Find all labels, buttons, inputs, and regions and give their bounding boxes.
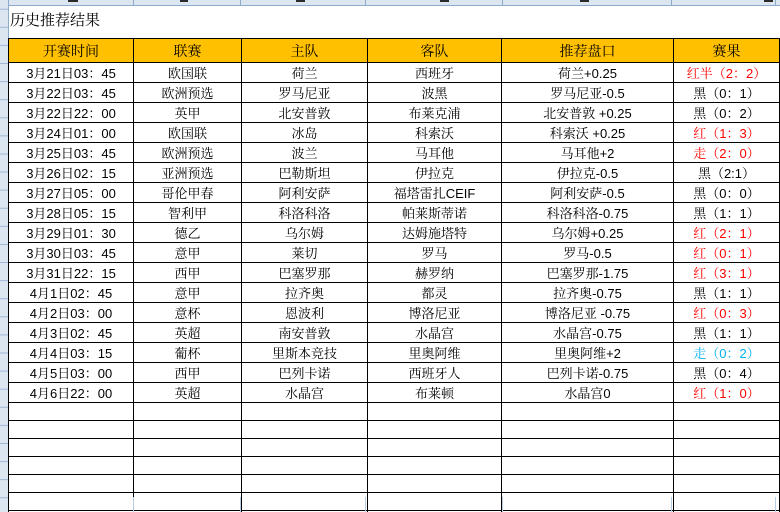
cell-handicap[interactable]: 水晶宫-0.75 <box>502 323 674 343</box>
cell-kickoff-time[interactable]: 3月25日03：45 <box>9 143 134 163</box>
cell-handicap[interactable] <box>502 493 674 511</box>
cell-result[interactable]: 黑（2:1） <box>674 163 780 183</box>
gridline <box>502 0 503 5</box>
cell-home-team[interactable]: 里斯本竞技 <box>242 343 368 363</box>
cell-kickoff-time[interactable]: 4月3日02：45 <box>9 323 134 343</box>
cell-home-team[interactable] <box>242 493 368 511</box>
column-header-result[interactable]: 赛果 <box>674 39 780 63</box>
cell-away-team[interactable]: 博洛尼亚 <box>368 303 502 323</box>
cell-handicap[interactable] <box>502 457 674 475</box>
clipped-cells-top-strip <box>0 0 780 6</box>
cell-league[interactable]: 智利甲 <box>134 203 242 223</box>
cell-home-team[interactable]: 巴塞罗那 <box>242 263 368 283</box>
cell-kickoff-time[interactable]: 4月1日02：45 <box>9 283 134 303</box>
cell-result[interactable] <box>674 475 780 493</box>
gridline <box>133 497 134 512</box>
column-header-kickoff-time[interactable]: 开赛时间 <box>9 39 134 63</box>
cell-away-team[interactable]: 都灵 <box>368 283 502 303</box>
gridline <box>133 0 134 5</box>
cell-league[interactable] <box>134 403 242 421</box>
cell-handicap[interactable]: 马耳他+2 <box>502 143 674 163</box>
clipped-text-mark <box>180 0 188 2</box>
table-row <box>9 403 780 421</box>
cell-kickoff-time[interactable]: 4月4日03：15 <box>9 343 134 363</box>
clipped-text-mark <box>296 0 305 2</box>
table-row <box>9 203 780 223</box>
cell-result[interactable]: 红（1：0） <box>674 383 780 403</box>
cell-home-team[interactable] <box>242 475 368 493</box>
cell-kickoff-time[interactable] <box>9 439 134 457</box>
cell-kickoff-time[interactable]: 3月26日02：15 <box>9 163 134 183</box>
table-body <box>9 63 780 512</box>
cell-handicap[interactable]: 北安普敦 +0.25 <box>502 103 674 123</box>
column-header-handicap[interactable]: 推荐盘口 <box>502 39 674 63</box>
gridline <box>671 497 672 512</box>
cell-home-team[interactable]: 荷兰 <box>242 63 368 83</box>
cell-home-team[interactable]: 阿利安萨 <box>242 183 368 203</box>
gridline <box>240 0 241 5</box>
cell-result[interactable]: 走（2：0） <box>674 143 780 163</box>
cell-away-team[interactable]: 帕莱斯蒂诺 <box>368 203 502 223</box>
table-row <box>9 457 780 475</box>
cell-result[interactable]: 红半（2：2） <box>674 63 780 83</box>
table-row <box>9 439 780 457</box>
cell-kickoff-time[interactable]: 3月29日01：30 <box>9 223 134 243</box>
table-row <box>9 63 780 83</box>
clipped-text-mark <box>68 0 78 2</box>
cell-away-team[interactable] <box>368 403 502 421</box>
cell-result[interactable] <box>674 439 780 457</box>
gridline <box>240 497 241 512</box>
cell-home-team[interactable]: 波兰 <box>242 143 368 163</box>
cell-away-team[interactable]: 达姆施塔特 <box>368 223 502 243</box>
cell-result[interactable]: 黑（0：0） <box>674 183 780 203</box>
cell-away-team[interactable]: 西班牙 <box>368 63 502 83</box>
gridline <box>775 497 776 512</box>
cell-league[interactable]: 意甲 <box>134 283 242 303</box>
cell-away-team[interactable] <box>368 475 502 493</box>
cell-handicap[interactable]: 荷兰+0.25 <box>502 63 674 83</box>
cell-league[interactable]: 英超 <box>134 383 242 403</box>
cell-league[interactable]: 亚洲预选 <box>134 163 242 183</box>
cell-result[interactable] <box>674 403 780 421</box>
cell-league[interactable] <box>134 493 242 511</box>
column-header-league[interactable]: 联赛 <box>134 39 242 63</box>
clipped-text-mark <box>440 0 449 2</box>
cell-league[interactable]: 德乙 <box>134 223 242 243</box>
cell-away-team[interactable] <box>368 457 502 475</box>
header-row <box>9 39 780 63</box>
cell-league[interactable]: 意甲 <box>134 243 242 263</box>
cell-handicap[interactable]: 罗马尼亚-0.5 <box>502 83 674 103</box>
cell-away-team[interactable]: 福塔雷扎CEIF <box>368 183 502 203</box>
table-row <box>9 421 780 439</box>
sheet-title[interactable]: 历史推荐结果 <box>10 12 101 29</box>
cell-handicap[interactable]: 罗马-0.5 <box>502 243 674 263</box>
cell-home-team[interactable]: 罗马尼亚 <box>242 83 368 103</box>
cell-kickoff-time[interactable] <box>9 457 134 475</box>
cell-result[interactable] <box>674 493 780 511</box>
cell-league[interactable] <box>134 439 242 457</box>
cell-home-team[interactable]: 水晶宫 <box>242 383 368 403</box>
cell-kickoff-time[interactable]: 3月21日03：45 <box>9 63 134 83</box>
cell-league[interactable] <box>134 457 242 475</box>
gridline <box>365 497 366 512</box>
cell-away-team[interactable]: 伊拉克 <box>368 163 502 183</box>
column-header-home-team[interactable]: 主队 <box>242 39 368 63</box>
table-row <box>9 303 780 323</box>
cell-home-team[interactable] <box>242 457 368 475</box>
cell-handicap[interactable]: 乌尔姆+0.25 <box>502 223 674 243</box>
cell-result[interactable]: 黑（0：1） <box>674 83 780 103</box>
cell-handicap[interactable]: 巴列卡诺-0.75 <box>502 363 674 383</box>
cell-result[interactable] <box>674 421 780 439</box>
cell-kickoff-time[interactable]: 4月2日03：00 <box>9 303 134 323</box>
cell-home-team[interactable]: 巴列卡诺 <box>242 363 368 383</box>
cell-result[interactable]: 黑（1：1） <box>674 203 780 223</box>
cell-league[interactable]: 欧国联 <box>134 123 242 143</box>
clipped-text-mark <box>580 0 589 2</box>
cell-away-team[interactable]: 马耳他 <box>368 143 502 163</box>
cell-kickoff-time[interactable]: 3月28日05：15 <box>9 203 134 223</box>
cell-away-team[interactable]: 布莱顿 <box>368 383 502 403</box>
table-row <box>9 103 780 123</box>
cell-result[interactable]: 红（0：1） <box>674 243 780 263</box>
cell-result[interactable]: 红（0：3） <box>674 303 780 323</box>
cell-kickoff-time[interactable]: 3月22日03：45 <box>9 83 134 103</box>
table-row <box>9 163 780 183</box>
cell-handicap[interactable]: 伊拉克-0.5 <box>502 163 674 183</box>
cell-result[interactable]: 黑（1：1） <box>674 323 780 343</box>
table-row <box>9 475 780 493</box>
cell-handicap[interactable]: 科索沃 +0.25 <box>502 123 674 143</box>
gridline <box>502 497 503 512</box>
cell-handicap[interactable] <box>502 475 674 493</box>
cell-kickoff-time[interactable] <box>9 421 134 439</box>
cell-league[interactable]: 西甲 <box>134 363 242 383</box>
cell-league[interactable]: 葡杯 <box>134 343 242 363</box>
cell-handicap[interactable] <box>502 421 674 439</box>
cell-away-team[interactable]: 西班牙人 <box>368 363 502 383</box>
cell-league[interactable] <box>134 475 242 493</box>
cell-handicap[interactable] <box>502 403 674 421</box>
cell-away-team[interactable] <box>368 439 502 457</box>
cell-home-team[interactable]: 科洛科洛 <box>242 203 368 223</box>
table-row <box>9 383 780 403</box>
cell-kickoff-time[interactable]: 3月24日01：00 <box>9 123 134 143</box>
table-row <box>9 343 780 363</box>
cell-away-team[interactable]: 里奥阿维 <box>368 343 502 363</box>
results-table <box>8 38 780 512</box>
cell-league[interactable]: 欧洲预选 <box>134 143 242 163</box>
cell-away-team[interactable]: 波黑 <box>368 83 502 103</box>
cell-handicap[interactable]: 博洛尼亚 -0.75 <box>502 303 674 323</box>
cell-kickoff-time[interactable]: 3月27日05：00 <box>9 183 134 203</box>
table-row <box>9 243 780 263</box>
cell-away-team[interactable]: 罗马 <box>368 243 502 263</box>
cell-result[interactable]: 红（1：3） <box>674 123 780 143</box>
cell-handicap[interactable]: 巴塞罗那-1.75 <box>502 263 674 283</box>
gridline <box>671 0 672 5</box>
cell-away-team[interactable]: 水晶宫 <box>368 323 502 343</box>
cell-handicap[interactable]: 里奥阿维+2 <box>502 343 674 363</box>
cell-result[interactable] <box>674 457 780 475</box>
cell-league[interactable]: 欧国联 <box>134 63 242 83</box>
cell-league[interactable]: 英甲 <box>134 103 242 123</box>
table-row <box>9 283 780 303</box>
cell-away-team[interactable] <box>368 421 502 439</box>
cell-result[interactable]: 走（0：2） <box>674 343 780 363</box>
cell-home-team[interactable] <box>242 421 368 439</box>
cell-kickoff-time[interactable] <box>9 475 134 493</box>
cell-result[interactable]: 红（2：1） <box>674 223 780 243</box>
cell-league[interactable]: 西甲 <box>134 263 242 283</box>
table-row <box>9 223 780 243</box>
cell-kickoff-time[interactable] <box>9 403 134 421</box>
table-row <box>9 263 780 283</box>
cell-handicap[interactable]: 阿利安萨-0.5 <box>502 183 674 203</box>
cell-home-team[interactable]: 拉齐奥 <box>242 283 368 303</box>
cell-home-team[interactable]: 巴勒斯坦 <box>242 163 368 183</box>
cell-home-team[interactable]: 北安普敦 <box>242 103 368 123</box>
cell-kickoff-time[interactable] <box>9 493 134 511</box>
cell-home-team[interactable]: 冰岛 <box>242 123 368 143</box>
cell-home-team[interactable]: 恩波利 <box>242 303 368 323</box>
cell-league[interactable]: 哥伦甲春 <box>134 183 242 203</box>
cell-kickoff-time[interactable]: 3月22日22：00 <box>9 103 134 123</box>
table-row <box>9 123 780 143</box>
column-header-away-team[interactable]: 客队 <box>368 39 502 63</box>
cell-league[interactable] <box>134 421 242 439</box>
table-row <box>9 83 780 103</box>
cell-away-team[interactable]: 科索沃 <box>368 123 502 143</box>
cell-league[interactable]: 意杯 <box>134 303 242 323</box>
clipped-text-mark <box>764 0 773 2</box>
cell-result[interactable]: 黑（1：1） <box>674 283 780 303</box>
gridline <box>365 0 366 5</box>
cell-league[interactable]: 欧洲预选 <box>134 83 242 103</box>
cell-result[interactable]: 黑（0：2） <box>674 103 780 123</box>
table-row <box>9 143 780 163</box>
cell-away-team[interactable]: 赫罗纳 <box>368 263 502 283</box>
table-row <box>9 363 780 383</box>
cell-handicap[interactable]: 拉齐奥-0.75 <box>502 283 674 303</box>
table-row <box>9 493 780 511</box>
cell-away-team[interactable]: 布莱克浦 <box>368 103 502 123</box>
cell-kickoff-time[interactable]: 3月31日22：15 <box>9 263 134 283</box>
cell-result[interactable]: 黑（0：4） <box>674 363 780 383</box>
cell-away-team[interactable] <box>368 493 502 511</box>
cell-handicap[interactable]: 水晶宫0 <box>502 383 674 403</box>
cell-kickoff-time[interactable]: 4月5日03：00 <box>9 363 134 383</box>
cell-handicap[interactable]: 科洛科洛-0.75 <box>502 203 674 223</box>
gridline <box>775 0 776 5</box>
cell-kickoff-time[interactable]: 3月30日03：45 <box>9 243 134 263</box>
cell-home-team[interactable]: 南安普敦 <box>242 323 368 343</box>
cell-home-team[interactable] <box>242 439 368 457</box>
cell-home-team[interactable] <box>242 403 368 421</box>
cell-home-team[interactable]: 莱切 <box>242 243 368 263</box>
cell-kickoff-time[interactable]: 4月6日22：00 <box>9 383 134 403</box>
cell-result[interactable]: 红（3：1） <box>674 263 780 283</box>
cell-home-team[interactable]: 乌尔姆 <box>242 223 368 243</box>
cell-handicap[interactable] <box>502 439 674 457</box>
table-row <box>9 323 780 343</box>
table-row <box>9 183 780 203</box>
cell-league[interactable]: 英超 <box>134 323 242 343</box>
